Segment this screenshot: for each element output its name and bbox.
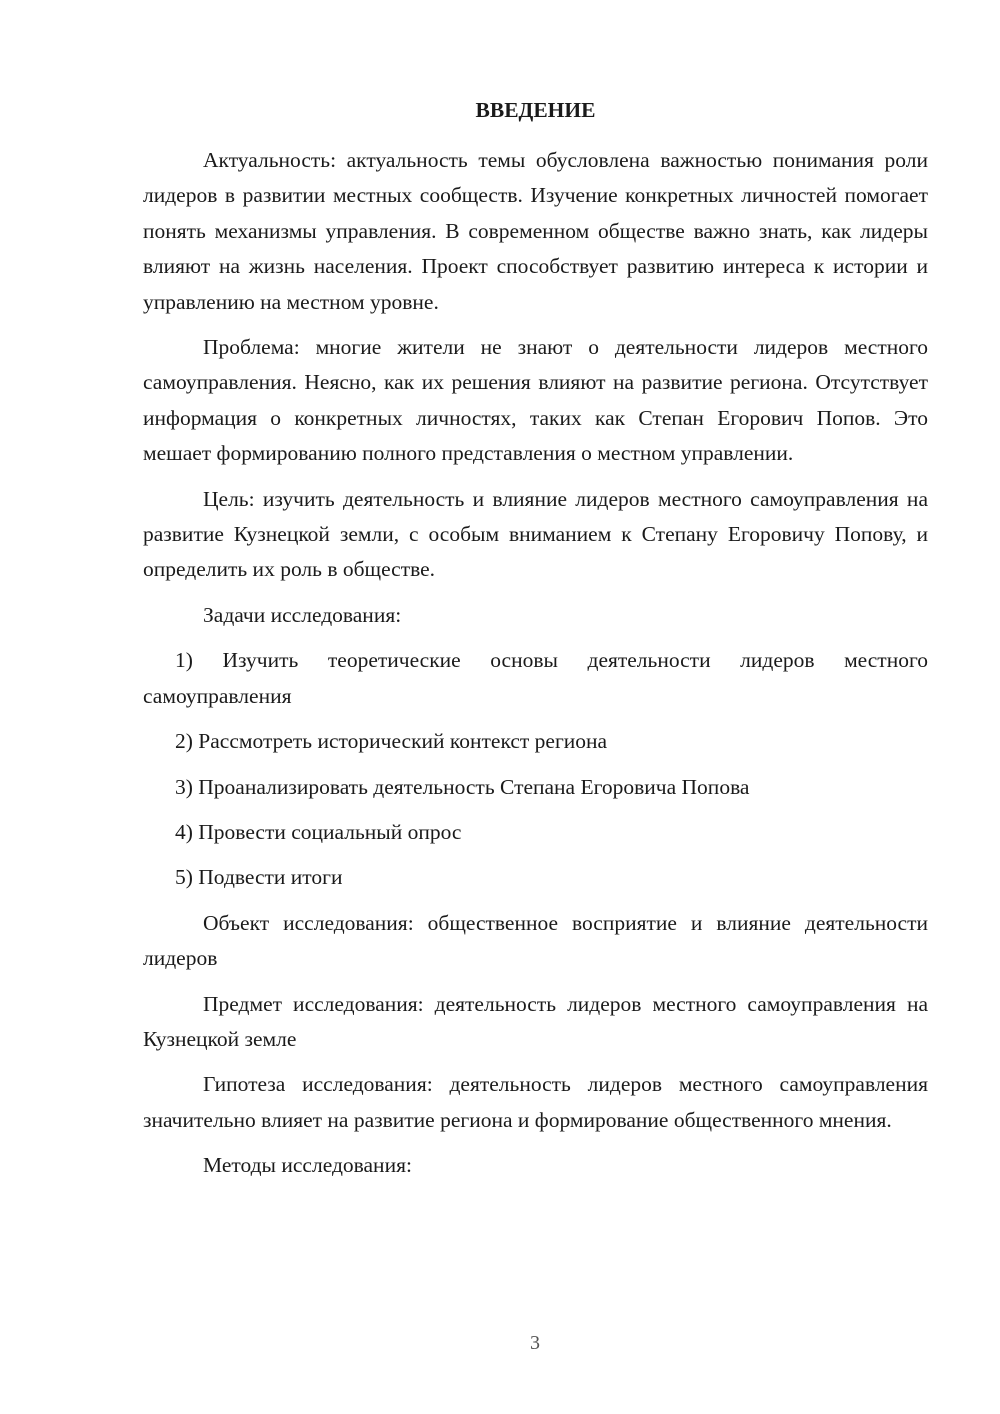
task-item: 1) Изучить теоретические основы деятельности лидеров местного самоуправления — [143, 648, 928, 708]
problem-paragraph: Проблема: многие жители не знают о деятельности лидеров местного самоуправления. Неясно, как их решения влияют на развитие региона. Отсутствует информация о конкретных личностях, таких как Степан Егорович Попов. Это мешает формированию полного представления о местном управлении. — [143, 335, 928, 466]
tasks-list — [143, 643, 928, 895]
methods-title: Методы исследования: — [203, 1153, 412, 1178]
object-paragraph: Объект исследования: общественное восприятие и влияние деятельности лидеров — [143, 910, 928, 971]
document-page — [143, 94, 928, 1194]
hypothesis-paragraph: Гипотеза исследования: деятельность лидеров местного самоуправления значительно влияет на развитие региона и формирование общественного мнения. — [143, 1072, 928, 1132]
goal-paragraph: Цель: изучить деятельность и влияние лидеров местного самоуправления на развитие Кузнецкой земли, с особым вниманием к Степану Егоровичу Попову, и определить их роль в обществе. — [143, 486, 928, 582]
task-item: 2) Рассмотреть исторический контекст региона — [175, 729, 608, 754]
task-item: 4) Провести социальный опрос — [175, 819, 462, 844]
tasks-title: Задачи исследования: — [203, 602, 402, 627]
section-heading: ВВЕДЕНИЕ — [475, 98, 596, 122]
subject-paragraph: Предмет исследования: деятельность лидеров местного самоуправления на Кузнецкой земле — [143, 991, 928, 1051]
page-number: 3 — [530, 1332, 540, 1354]
relevance-paragraph: Актуальность: актуальность темы обусловлена важностью понимания роли лидеров в развитии местных сообществ. Изучение конкретных личностей помогает понять механизмы управления. В современном обществе важно знать, как лидеры влияют на жизнь населения. Проект способствует развитию интереса к истории и управлению на местном уровне. — [143, 148, 928, 314]
task-item: 3) Проанализировать деятельность Степана Егоровича Попова — [175, 774, 750, 799]
task-item: 5) Подвести итоги — [175, 865, 343, 890]
